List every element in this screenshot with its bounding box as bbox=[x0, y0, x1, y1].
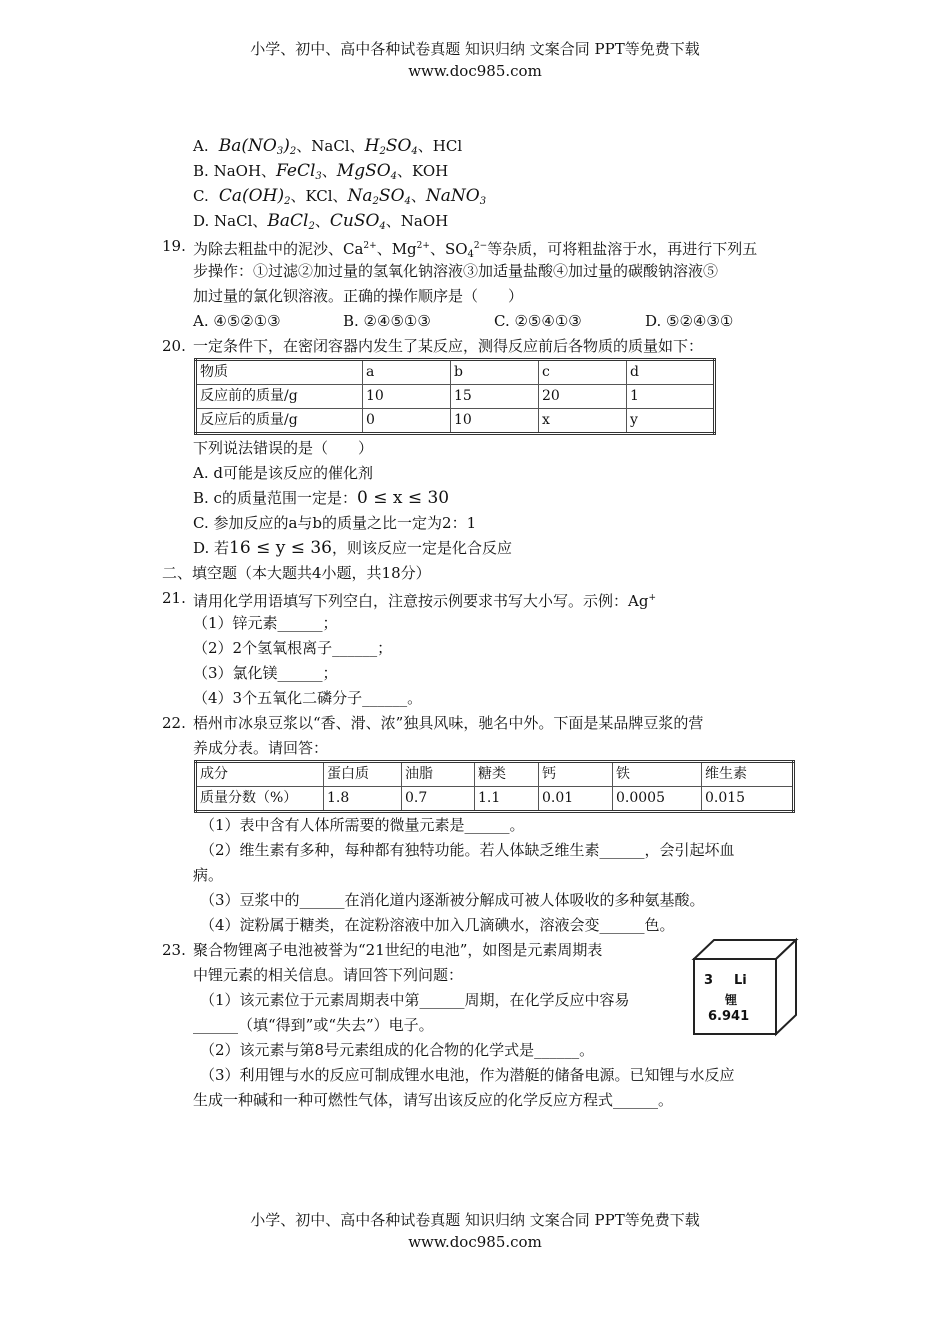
q20-option-a: A. d可能是该反应的催化剂 bbox=[193, 464, 373, 482]
header-url: www.doc985.com bbox=[408, 62, 542, 80]
table-row: 质量分数（%） 1.8 0.7 1.1 0.01 0.0005 0.015 bbox=[196, 787, 794, 812]
formula-mgso4: MgSO$_4$ bbox=[336, 161, 398, 182]
q23-sub-3a: （3）利用锂与水的反应可制成锂水电池，作为潜艇的储备电源。已知锂与水反应 bbox=[200, 1066, 735, 1084]
table-row: 反应后的质量/g 0 10 x y bbox=[196, 409, 715, 434]
q22-sub-2a: （2）维生素有多种，每种都有独特功能。若人体缺乏维生素______，会引起坏血 bbox=[200, 841, 735, 859]
q19-option-c: C. ②⑤④①③ bbox=[494, 312, 582, 330]
element-name: 锂 bbox=[725, 993, 738, 1007]
formula-ca-oh-2: $Ca(OH)_2$ bbox=[213, 186, 291, 207]
q22-sub-4: （4）淀粉属于糖类，在淀粉溶液中加入几滴碘水，溶液会变______色。 bbox=[200, 916, 675, 934]
q18-option-a: A. $Ba(NO_3)_2$、NaCl、$H_2SO_4$、HCl bbox=[193, 136, 463, 157]
q19-option-a: A. ④⑤②①③ bbox=[193, 312, 281, 330]
q20-option-d: D. 若16 ≤ y ≤ 36，则该反应一定是化合反应 bbox=[193, 538, 513, 558]
table-row: 反应前的质量/g 10 15 20 1 bbox=[196, 385, 715, 409]
page-footer bbox=[0, 1209, 950, 1253]
formula-h2so4: $H_2SO_4$ bbox=[364, 136, 418, 157]
formula-fecl3: FeCl$_3$ bbox=[276, 161, 322, 182]
q22-sub-1: （1）表中含有人体所需要的微量元素是______。 bbox=[200, 816, 525, 834]
footer-line1: 小学、初中、高中各种试卷真题 知识归纳 文案合同 PPT等免费下载 bbox=[250, 1211, 700, 1229]
q19-line1: 为除去粗盐中的泥沙、$Ca^{2+}$、$Mg^{2+}$、$SO_4^{2-}$等杂质，可将粗盐溶于水，再进行下列五 bbox=[193, 240, 758, 260]
q18-option-d: D. NaCl、BaCl$_2$、CuSO$_4$、NaOH bbox=[193, 211, 449, 232]
q19-line3: 加过量的氯化钡溶液。正确的操作顺序是（ ） bbox=[193, 287, 524, 305]
q22-sub-3: （3）豆浆中的______在消化道内逐渐被分解成可被人体吸收的多种氨基酸。 bbox=[200, 891, 705, 909]
q18-option-b: B. NaOH、FeCl$_3$、MgSO$_4$、KOH bbox=[193, 161, 449, 182]
q23-sub-1a: （1）该元素位于元素周期表中第______周期，在化学反应中容易 bbox=[200, 991, 630, 1009]
q20-ask: 下列说法错误的是（ ） bbox=[193, 439, 374, 457]
q23-stem-1: 聚合物锂离子电池被誉为“21世纪的电池”，如图是元素周期表 bbox=[193, 941, 603, 959]
q19-option-b: B. ②④⑤①③ bbox=[343, 312, 431, 330]
q22-stem-1: 梧州市冰泉豆浆以“香、滑、浓”独具风味，驰名中外。下面是某品牌豆浆的营 bbox=[193, 714, 704, 732]
q20-option-c: C. 参加反应的a与b的质量之比一定为2：1 bbox=[193, 514, 477, 532]
formula-nano3: NaNO$_3$ bbox=[425, 186, 487, 207]
table-row: 成分 蛋白质 油脂 糖类 钙 铁 维生素 bbox=[196, 762, 794, 787]
q23-sub-2: （2）该元素与第8号元素组成的化合物的化学式是______。 bbox=[200, 1041, 595, 1059]
q21-stem: 请用化学用语填写下列空白，注意按示例要求书写大小写。示例：Ag+ bbox=[193, 592, 656, 610]
section-heading: 二、填空题（本大题共4小题，共18分） bbox=[162, 564, 431, 582]
page-header bbox=[0, 38, 950, 82]
q23-stem-2: 中锂元素的相关信息。请回答下列问题： bbox=[193, 966, 464, 984]
q21-sub-3: （3）氯化镁______； bbox=[193, 664, 338, 682]
q20-option-b: B. c的质量范围一定是：0 ≤ x ≤ 30 bbox=[193, 488, 450, 508]
lithium-element-cube bbox=[690, 937, 800, 1037]
element-mass: 6.941 bbox=[708, 1009, 750, 1024]
q22-nutrition-table bbox=[194, 760, 795, 813]
q19-number: 19. bbox=[162, 237, 186, 255]
q22-sub-2b: 病。 bbox=[193, 866, 224, 884]
q21-sub-2: （2）2个氢氧根离子______； bbox=[193, 639, 393, 657]
formula-bacl2: BaCl$_2$ bbox=[267, 211, 315, 232]
q21-sub-1: （1）锌元素______； bbox=[193, 614, 338, 632]
q19-option-d: D. ⑤②④③① bbox=[645, 312, 734, 330]
inequality-y: 16 ≤ y ≤ 36 bbox=[229, 538, 333, 558]
element-symbol: Li bbox=[734, 973, 747, 988]
footer-url: www.doc985.com bbox=[408, 1233, 542, 1251]
formula-na2so4: $Na_2SO_4$ bbox=[347, 186, 411, 207]
table-row: 物质 a b c d bbox=[196, 360, 715, 385]
q19-line2: 步操作：①过滤②加过量的氢氧化钠溶液③加适量盐酸④加过量的碳酸钠溶液⑤ bbox=[193, 262, 719, 280]
q23-sub-1b: ______（填“得到”或“失去”）电子。 bbox=[193, 1016, 434, 1034]
q20-mass-table bbox=[194, 358, 716, 435]
header-line1: 小学、初中、高中各种试卷真题 知识归纳 文案合同 PPT等免费下载 bbox=[250, 40, 700, 58]
q22-stem-2: 养成分表。请回答： bbox=[193, 739, 329, 757]
q21-sub-4: （4）3个五氧化二磷分子______。 bbox=[193, 689, 423, 707]
inequality-x: 0 ≤ x ≤ 30 bbox=[356, 488, 450, 508]
q22-number: 22. bbox=[162, 714, 186, 732]
q20-stem: 一定条件下，在密闭容器内发生了某反应，测得反应前后各物质的质量如下： bbox=[193, 337, 704, 355]
q23-sub-3b: 生成一种碱和一种可燃性气体，请写出该反应的化学反应方程式______。 bbox=[193, 1091, 674, 1109]
formula-cuso4: CuSO$_4$ bbox=[329, 211, 386, 232]
q20-number: 20. bbox=[162, 337, 186, 355]
q21-number: 21. bbox=[162, 589, 186, 607]
formula-ba-no3-2: $Ba(NO_3)_2$ bbox=[213, 136, 297, 157]
element-number: 3 bbox=[704, 973, 714, 988]
q23-number: 23. bbox=[162, 941, 186, 959]
q18-option-c: C. $Ca(OH)_2$、KCl、$Na_2SO_4$、NaNO$_3$ bbox=[193, 186, 487, 207]
